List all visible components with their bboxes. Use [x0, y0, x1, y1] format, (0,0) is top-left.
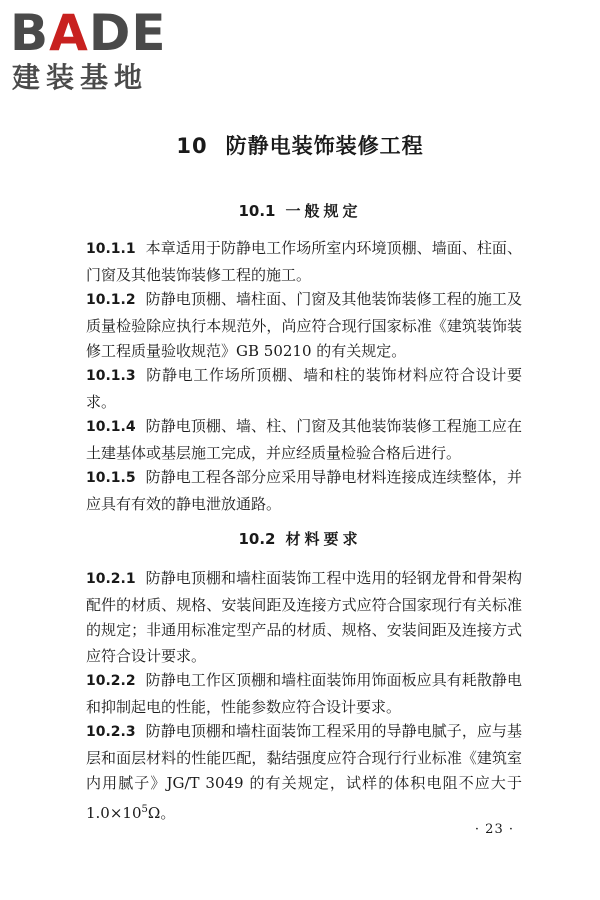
page-number: · 23 ·	[474, 822, 514, 837]
section-title	[0, 528, 600, 550]
logo-letter: B	[10, 4, 50, 62]
clause	[86, 414, 522, 466]
clause-number: 10.2.2	[86, 673, 136, 689]
section-number: 10.2	[238, 530, 276, 548]
clause-text: 防静电工作场所顶棚、墙和柱的装饰材料应符合设计要求。	[86, 366, 522, 411]
clause-number: 10.2.3	[86, 724, 136, 740]
clause	[86, 236, 522, 288]
logo-subtitle: 建装基地	[12, 61, 149, 94]
clause-number: 10.1.5	[86, 470, 136, 486]
chapter-title-text: 防静电装饰装修工程	[225, 134, 424, 158]
section-title	[0, 200, 600, 222]
clause	[86, 465, 522, 517]
clause	[86, 363, 522, 415]
resistance-unit: Ω。	[147, 803, 176, 822]
clause-text: 防静电工程各部分应采用导静电材料连接成连续整体，并应具有有效的静电泄放通路。	[86, 468, 522, 513]
section-title-text: 材料要求	[285, 530, 362, 548]
clause-number: 10.1.4	[86, 419, 136, 435]
logo-wordmark	[10, 6, 167, 60]
section-number: 10.1	[238, 202, 276, 220]
resistance-exponent: 5	[141, 803, 148, 815]
clause	[86, 668, 522, 720]
clause-number: 10.1.1	[86, 241, 136, 257]
clause-text: 防静电顶棚和墙柱面装饰工程中选用的轻钢龙骨和骨架构配件的材质、规格、安装间距及连接方式应符合国家现行有关标准的规定；非通用标准定型产品的材质、规格、安装间距及连接方式应符合设计要求。	[86, 569, 522, 665]
resistance-value: 1.0×10	[86, 803, 142, 822]
clause-text: 防静电顶棚和墙柱面装饰工程采用的导静电腻子，应与基层和面层材料的性能匹配，黏结强度应符合现行行业标准《建筑室内用腻子》JG/T 3049 的有关规定，试样的体积电阻不应大于	[86, 722, 522, 792]
clause-number: 10.2.1	[86, 571, 136, 587]
clause-number: 10.1.3	[86, 368, 136, 384]
chapter-title	[0, 131, 600, 161]
clause	[86, 287, 522, 365]
clause-text: 防静电顶棚、墙、柱、门窗及其他装饰装修工程施工应在土建基体或基层施工完成，并应经质量检验合格后进行。	[86, 417, 522, 462]
logo-letter-accent: A	[49, 4, 89, 62]
clause	[86, 566, 522, 669]
clause-text: 本章适用于防静电工作场所室内环境顶棚、墙面、柱面、门窗及其他装饰装修工程的施工。	[86, 239, 522, 284]
chapter-number: 10	[176, 134, 208, 158]
logo-letter: DE	[88, 4, 167, 62]
clause	[86, 719, 522, 826]
clause-number: 10.1.2	[86, 292, 136, 308]
section-title-text: 一般规定	[285, 202, 362, 220]
clause-text: 防静电顶棚、墙柱面、门窗及其他装饰装修工程的施工及质量检验除应执行本规范外，尚应符合现行国家标准《建筑装饰装修工程质量验收规范》GB 50210 的有关规定。	[86, 290, 522, 360]
brand-logo	[10, 6, 180, 96]
clause-text: 防静电工作区顶棚和墙柱面装饰用饰面板应具有耗散静电和抑制起电的性能，性能参数应符合设计要求。	[86, 671, 522, 716]
